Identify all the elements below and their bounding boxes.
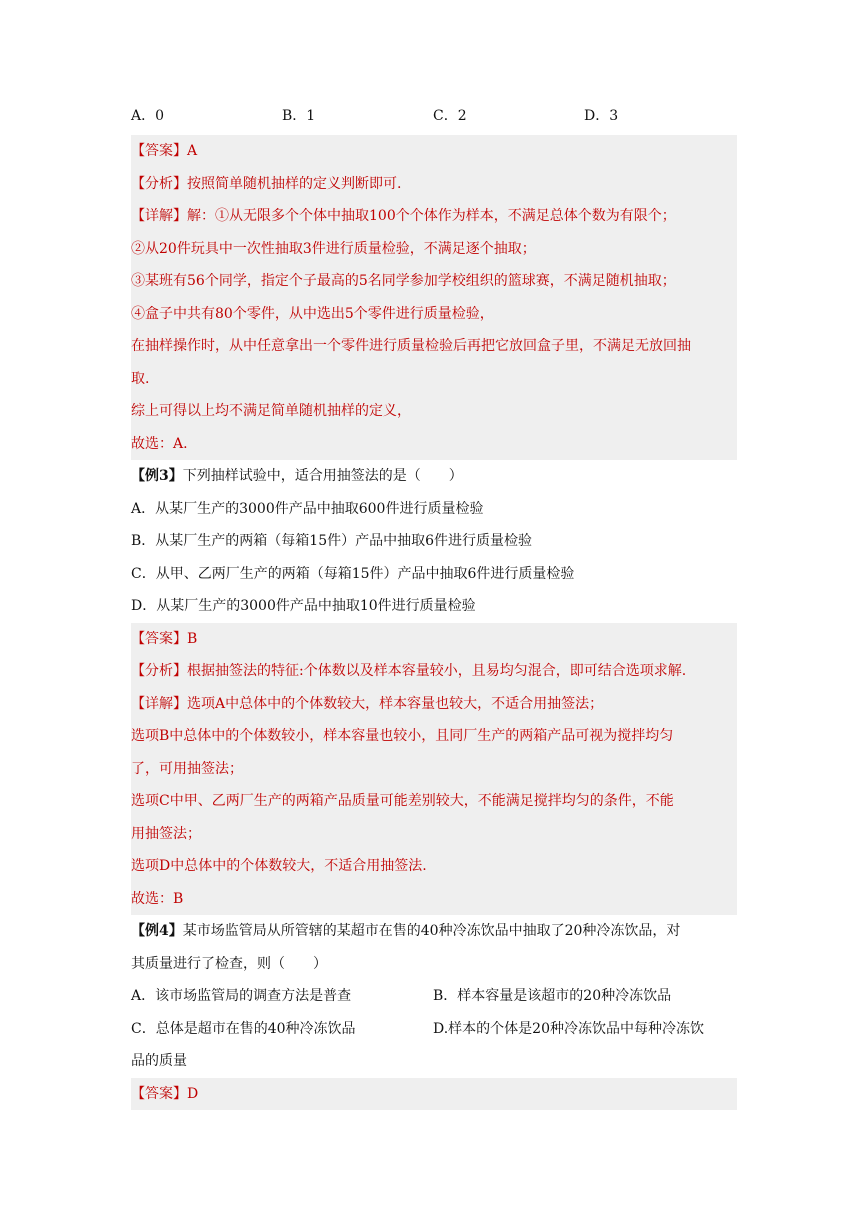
q4-stem-line1: [131, 915, 737, 948]
q4-option-b: B．样本容量是该超市的20种冷冻饮品: [433, 988, 672, 1004]
q2-detail-line: 故选：A.: [131, 435, 188, 452]
q2-detail-line: ③某班有56个同学，指定个子最高的5名同学参加学校组织的篮球赛，不满足随机抽取；: [131, 273, 676, 289]
q2-answer: 【答案】A: [131, 143, 198, 159]
q4-stem-line2: 其质量进行了检查，则（ ）: [131, 955, 327, 972]
q4-options-row2: [131, 1013, 737, 1046]
q4-label: 【例4】: [131, 923, 183, 939]
q3-detail-line: 选项C中甲、乙两厂生产的两箱产品质量可能差别较大，不能满足搅拌均匀的条件，不能: [131, 793, 674, 809]
q4-stem-text: 某市场监管局从所管辖的某超市在售的40种冷冻饮品中抽取了20种冷冻饮品，对: [182, 923, 681, 939]
q4-option-d: D.样本的个体是20种冷冻饮品中每种冷冻饮: [433, 1020, 704, 1037]
q2-option-b: B．1: [282, 108, 316, 124]
q3-option-c: C．从甲、乙两厂生产的两箱（每箱15件）产品中抽取6件进行质量检验: [131, 565, 575, 582]
q3-option-b: B．从某厂生产的两箱（每箱15件）产品中抽取6件进行质量检验: [131, 533, 533, 549]
q4-answer: 【答案】D: [131, 1085, 199, 1102]
q2-detail-line: 【详解】解：①从无限多个个体中抽取100个个体作为样本，不满足总体个数为有限个；: [131, 208, 676, 224]
q4-question: [131, 915, 737, 1078]
q2-option-d: D．3: [584, 108, 619, 124]
q2-analysis: 【分析】按照简单随机抽样的定义判断即可.: [131, 175, 402, 192]
q3-answer: 【答案】B: [131, 630, 198, 647]
q4-option-a: A．该市场监管局的调查方法是普查: [131, 988, 352, 1004]
q3-option-d: D．从某厂生产的3000件产品中抽取10件进行质量检验: [131, 598, 476, 614]
q2-detail-line: ②从20件玩具中一次性抽取3件进行质量检验，不满足逐个抽取；: [131, 240, 536, 257]
q2-option-c: C．2: [433, 108, 467, 124]
q2-detail-line: 综上可得以上均不满足简单随机抽样的定义，: [131, 403, 411, 419]
q3-detail-line: 选项B中总体中的个体数较小，样本容量也较小，且同厂生产的两箱产品可视为搅拌均匀: [131, 728, 674, 744]
q3-solution-block: [131, 623, 737, 916]
q2-option-a: A．0: [131, 108, 165, 124]
q2-options: [131, 100, 737, 132]
q3-detail-line: 【详解】选项A中总体中的个体数较大，样本容量也较大，不适合用抽签法；: [131, 695, 604, 712]
q3-label: 【例3】: [131, 468, 183, 484]
q4-solution-block: [131, 1078, 737, 1111]
q3-detail-line: 故选：B: [131, 890, 184, 907]
q3-detail-line: 用抽签法；: [131, 825, 201, 842]
q2-detail-line: 在抽样操作时，从中任意拿出一个零件进行质量检验后再把它放回盒子里，不满足无放回抽: [131, 338, 691, 354]
q3-stem: [131, 460, 737, 493]
q2-solution-block: [131, 135, 737, 460]
q3-detail-line: 了，可用抽签法；: [131, 760, 243, 777]
q4-options-row1: [131, 980, 737, 1013]
q3-option-a: A．从某厂生产的3000件产品中抽取600件进行质量检验: [131, 500, 484, 517]
q3-question: [131, 460, 737, 623]
q2-detail-line: ④盒子中共有80个零件，从中选出5个零件进行质量检验，: [131, 305, 494, 322]
q3-detail-line: 选项D中总体中的个体数较大，不适合用抽签法.: [131, 858, 427, 874]
q2-detail-line: 取.: [131, 370, 150, 387]
document-page: [131, 100, 737, 1110]
q3-analysis: 【分析】根据抽签法的特征:个体数以及样本容量较小，且易均匀混合，即可结合选项求解.: [131, 663, 687, 679]
q4-option-c: C．总体是超市在售的40种冷冻饮品: [131, 1020, 356, 1037]
q3-stem-text: 下列抽样试验中，适合用抽签法的是（ ）: [182, 468, 463, 484]
q4-option-d-continued: 品的质量: [131, 1053, 187, 1069]
